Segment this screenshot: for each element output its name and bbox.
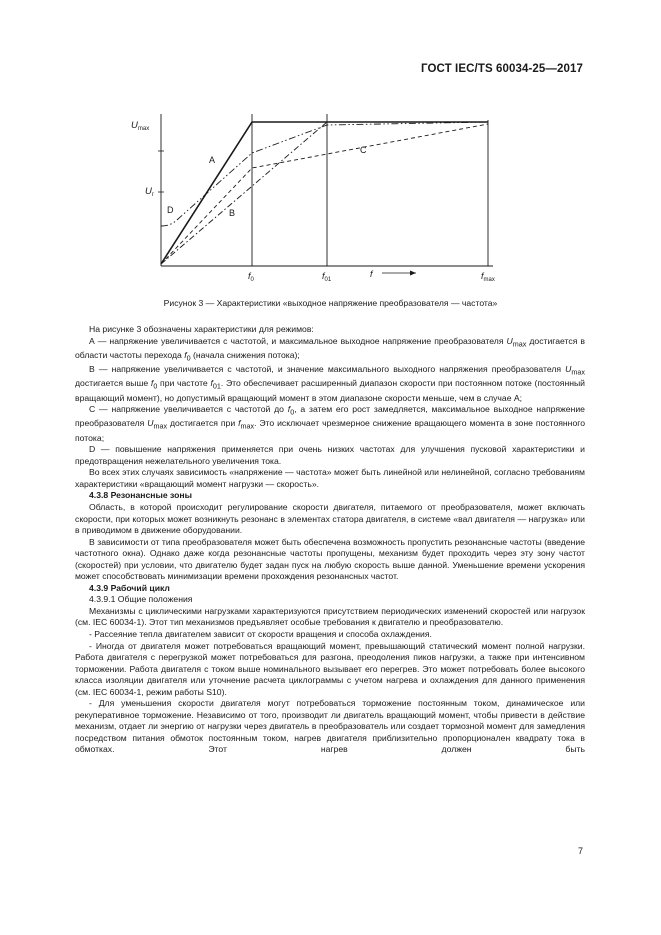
axes	[158, 114, 493, 276]
x-arrow-icon	[410, 271, 416, 276]
curve-label-c: C	[360, 145, 367, 155]
y-label-umax: $U_{max}$	[131, 120, 150, 132]
voltage-frequency-figure	[0, 0, 661, 300]
subsection-heading: 4.3.9.1 Общие положения	[89, 594, 193, 605]
curve-d	[161, 122, 488, 226]
y-label-u: $U_г$	[145, 186, 155, 198]
paragraph: Механизмы с циклическими нагрузками характеризуются присутствием периодических изменений скоростей или нагрузок (см. IEC 60034-1). Этот тип механизмов предъявляет особые требования к двигателю и преобразователю.	[75, 605, 585, 628]
paragraph: Область, в которой происходит регулирование скорости двигателя, питаемого от преобразователя, может включать скорости, при которых может возникнуть резонанс в элементах статора двигателя, в системе «вал двигателя — нагрузка» или в приводимом в движение оборудовании.	[75, 501, 585, 536]
characteristic-curves	[161, 122, 488, 264]
x-label-fmax: $f_{max}$	[481, 271, 495, 283]
section-heading-4-3-9: 4.3.9 Рабочий цикл	[89, 582, 170, 593]
paragraph-mode-a: А — напряжение увеличивается с частотой, и максимальное выходное напряжение преобразователя $U_{max}$ достигается в области частоты перехода $f_0$ (начала снижения потока);	[75, 335, 585, 363]
page-number: 7	[578, 846, 584, 856]
x-label-f: f	[370, 269, 373, 279]
section-heading-4-3-8: 4.3.8 Резонансные зоны	[89, 490, 192, 501]
x-label-f0: $f_0$	[248, 271, 254, 283]
curve-label-d: D	[167, 205, 174, 215]
list-item: - Иногда от двигателя может потребоваться вращающий момент, превышающий статический момент полной нагрузки. Работа двигателя с перегрузкой может потребоваться для разгона, преодоления пиков нагрузки, а также при интенсивном торможении. Работа двигателя с током выше номинального вызывает его перегрев. Это может потребовать более высокого класса изоляции двигателя или уточнение расчета циклограммы с учетом нагрева и охлаждения для данного применения (см. IEC 60034-1, режим работы S10).	[75, 640, 585, 697]
list-item: - Для уменьшения скорости двигателя могут потребоваться торможение постоянным током, динамическое или рекуперативное торможение. Независимо от того, производит ли двигатель вращающий момент, чтобы привести в действие механизм, отдает ли энергию от нагрузки через двигатель в преобразователь или создает тормозной момент для замедления посредством питания обмоток постоянным током, нагрев двигателя приблизительно пропорционален квадрату тока в обмотках. Этот нагрев должен быть	[75, 698, 585, 755]
x-label-f01: $f_{01}$	[322, 271, 332, 283]
paragraph-mode-c: С — напряжение увеличивается с частотой до $f_0$, а затем его рост замедляется, максимальное выходное напряжение преобразователя $U_{max}$ достигается при $f_{max}$. Это исключает чрезмерное снижение вращающего момента в зоне постоянного потока;	[75, 404, 585, 443]
list-item: - Рассеяние тепла двигателем зависит от скорости вращения и способа охлаждения.	[89, 628, 432, 639]
paragraph-mode-b: В — напряжение увеличивается с частотой, и значение максимального выходного напряжения преобразователя $U_{max}$ достигается выше $f_0$ при частоте $f_{01}$. Это обеспечивает расширенный диапазон скорости при постоянном потоке (постоянный вращающий момент), но допустимый вращающий момент в этом диапазоне скорости меньше, чем в случае А;	[75, 364, 585, 403]
figure-caption: Рисунок 3 — Характеристики «выходное напряжение преобразователя — частота»	[163, 298, 498, 308]
document-header: ГОСТ IEC/TS 60034-25—2017	[421, 63, 583, 75]
body-text	[75, 324, 585, 756]
paragraph: В зависимости от типа преобразователя может быть обеспечена возможность пропустить резонансные частоты (введение частотного окна). Однако даже когда резонансные частоты пропущены, механизм будет проходить через эту зону частот (скоростей) при условии, что двигателю будет задан пуск на любую скорость выше данной. Уменьшение времени ускорения может способствовать минимизации времени прохождения резонансных частот.	[75, 536, 585, 582]
curve-label-b: B	[229, 208, 236, 218]
curve-a	[161, 122, 488, 264]
curve-c	[161, 124, 488, 264]
paragraph-mode-d: D — повышение напряжения применяется при очень низких частотах для улучшения пусковой характеристики и предотвращения нежелательного увеличения тока.	[75, 444, 585, 466]
curve-b	[161, 122, 327, 264]
paragraph: Во всех этих случаях зависимость «напряжение — частота» может быть линейной или нелинейной, согласно требованиям характеристики «вращающий момент нагрузки — скорость».	[75, 467, 585, 489]
curve-label-a: A	[209, 155, 216, 165]
paragraph: На рисунке 3 обозначены характеристики для режимов:	[89, 324, 314, 334]
